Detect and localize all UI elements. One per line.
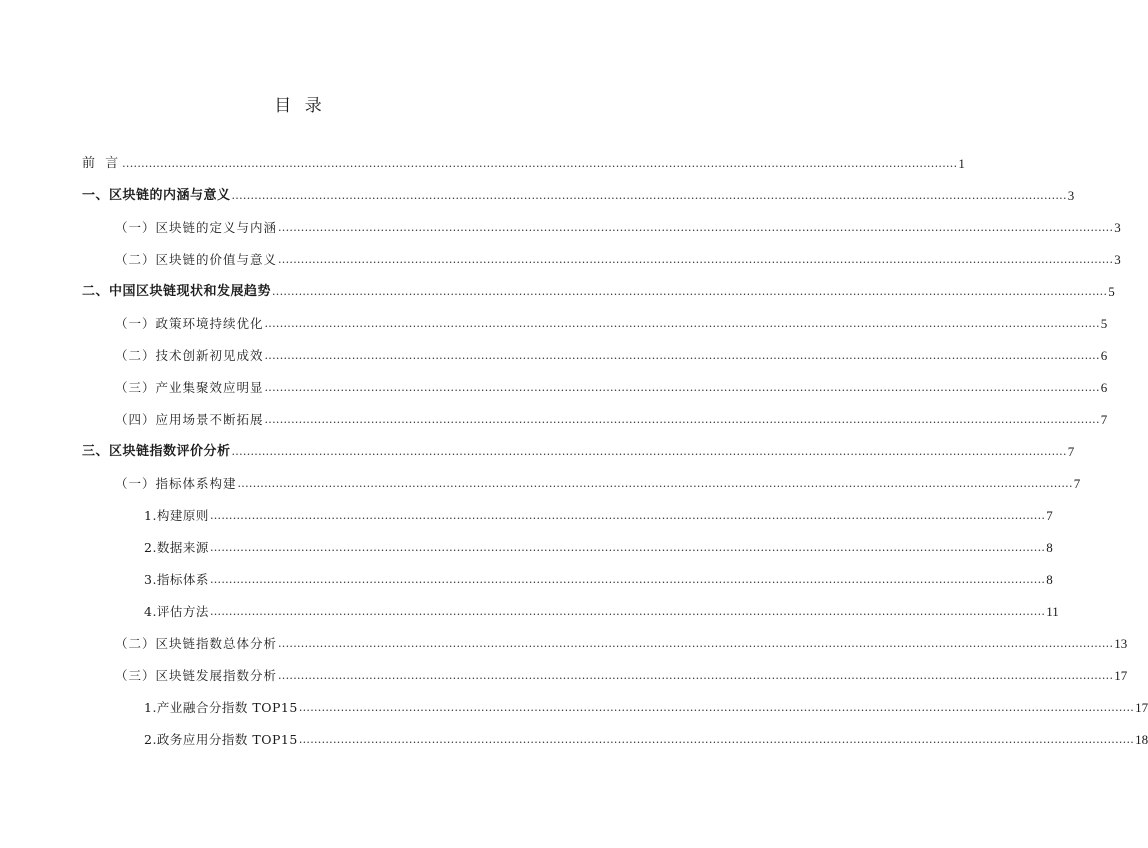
toc-leader-dots: ............................................................................................................................................................................................................................ <box>264 317 1100 330</box>
toc-leader-dots: ............................................................................................................................................................................................................................ <box>231 189 1067 202</box>
toc-entry-label: （三）产业集聚效应明显 <box>115 380 264 395</box>
toc-entry-section-2-3[interactable] <box>115 378 1108 398</box>
toc-entry-page: 3 <box>1114 220 1121 235</box>
toc-entry-section-3-3[interactable] <box>115 666 1128 686</box>
toc-entry-page: 5 <box>1100 316 1108 331</box>
toc-entry-page: 3 <box>1067 188 1075 203</box>
toc-entry-preface[interactable] <box>82 154 965 174</box>
toc-entry-label: 4.评估方法 <box>144 604 209 619</box>
toc-entry-page: 7 <box>1073 476 1081 491</box>
toc-entry-label: 1.产业融合分指数 TOP15 <box>144 700 298 715</box>
toc-entry-label: （四）应用场景不断拓展 <box>115 412 264 427</box>
toc-leader-dots: ............................................................................................................................................................................................................................ <box>272 285 1108 298</box>
toc-entry-label: 前 言 <box>82 156 122 171</box>
toc-leader-dots: ............................................................................................................................................................................................................................ <box>237 477 1073 490</box>
toc-entry-section-2[interactable] <box>82 282 1115 302</box>
toc-entry-page: 5 <box>1108 284 1115 299</box>
toc-entry-label: （一）区块链的定义与内涵 <box>115 220 278 235</box>
toc-leader-dots: ............................................................................................................................................................................................................................ <box>209 605 1046 618</box>
toc-leader-dots: ............................................................................................................................................................................................................................ <box>209 509 1046 522</box>
toc-leader-dots: ............................................................................................................................................................................................................................ <box>209 573 1046 586</box>
toc-entry-section-3[interactable] <box>82 442 1075 462</box>
toc-entry-label: （二）区块链指数总体分析 <box>115 636 278 651</box>
toc-entry-section-3-1-3[interactable] <box>144 570 1053 590</box>
toc-entry-page: 7 <box>1067 444 1075 459</box>
toc-leader-dots: ............................................................................................................................................................................................................................ <box>122 157 958 170</box>
toc-leader-dots: ............................................................................................................................................................................................................................ <box>278 253 1114 266</box>
toc-entry-page: 18 <box>1135 732 1148 747</box>
toc-entry-label: （一）政策环境持续优化 <box>115 316 264 331</box>
toc-entry-section-3-1[interactable] <box>115 474 1081 494</box>
toc-entry-page: 8 <box>1046 572 1053 587</box>
toc-leader-dots: ............................................................................................................................................................................................................................ <box>278 221 1114 234</box>
toc-leader-dots: ............................................................................................................................................................................................................................ <box>278 669 1114 682</box>
toc-leader-dots: ............................................................................................................................................................................................................................ <box>298 733 1135 746</box>
toc-entry-page: 1 <box>958 156 965 171</box>
toc-entry-section-1[interactable] <box>82 186 1075 206</box>
toc-entry-section-2-2[interactable] <box>115 346 1108 366</box>
toc-leader-dots: ............................................................................................................................................................................................................................ <box>264 413 1100 426</box>
toc-leader-dots: ............................................................................................................................................................................................................................ <box>298 701 1135 714</box>
toc-entry-page: 17 <box>1135 700 1148 715</box>
toc-leader-dots: ............................................................................................................................................................................................................................ <box>264 349 1100 362</box>
toc-entry-label: 2.政务应用分指数 TOP15 <box>144 732 298 747</box>
toc-entry-section-3-1-2[interactable] <box>144 538 1053 558</box>
toc-entry-label: 3.指标体系 <box>144 572 209 587</box>
toc-leader-dots: ............................................................................................................................................................................................................................ <box>209 541 1046 554</box>
toc-entry-label: （二）技术创新初见成效 <box>115 348 264 363</box>
toc-entry-section-2-4[interactable] <box>115 410 1108 430</box>
toc-entry-section-3-3-2[interactable] <box>144 730 1148 750</box>
toc-entry-section-3-1-1[interactable] <box>144 506 1053 526</box>
toc-entry-page: 7 <box>1046 508 1053 523</box>
toc-entry-section-3-2[interactable] <box>115 634 1128 654</box>
toc-entry-page: 8 <box>1046 540 1053 555</box>
toc-entry-label: 三、区块链指数评价分析 <box>82 444 231 459</box>
toc-entry-section-2-1[interactable] <box>115 314 1108 334</box>
toc-entry-page: 13 <box>1114 636 1128 651</box>
toc-entry-label: （一）指标体系构建 <box>115 476 237 491</box>
toc-entry-label: （二）区块链的价值与意义 <box>115 252 278 267</box>
toc-leader-dots: ............................................................................................................................................................................................................................ <box>231 445 1067 458</box>
toc-leader-dots: ............................................................................................................................................................................................................................ <box>264 381 1100 394</box>
toc-entry-label: 1.构建原则 <box>144 508 209 523</box>
toc-entry-page: 11 <box>1046 604 1059 619</box>
toc-title: 目 录 <box>274 96 326 116</box>
toc-leader-dots: ............................................................................................................................................................................................................................ <box>278 637 1114 650</box>
toc-entry-label: 2.数据来源 <box>144 540 209 555</box>
toc-entry-page: 7 <box>1100 412 1108 427</box>
toc-entry-section-3-1-4[interactable] <box>144 602 1059 622</box>
toc-entry-section-1-1[interactable] <box>115 218 1121 238</box>
toc-entry-page: 17 <box>1114 668 1128 683</box>
toc-entry-page: 6 <box>1100 380 1108 395</box>
toc-entry-section-1-2[interactable] <box>115 250 1121 270</box>
toc-entry-label: 二、中国区块链现状和发展趋势 <box>82 284 272 299</box>
toc-entry-page: 3 <box>1114 252 1121 267</box>
toc-entry-page: 6 <box>1100 348 1108 363</box>
toc-entry-section-3-3-1[interactable] <box>144 698 1148 718</box>
toc-entry-label: （三）区块链发展指数分析 <box>115 668 278 683</box>
toc-entry-label: 一、区块链的内涵与意义 <box>82 188 231 203</box>
